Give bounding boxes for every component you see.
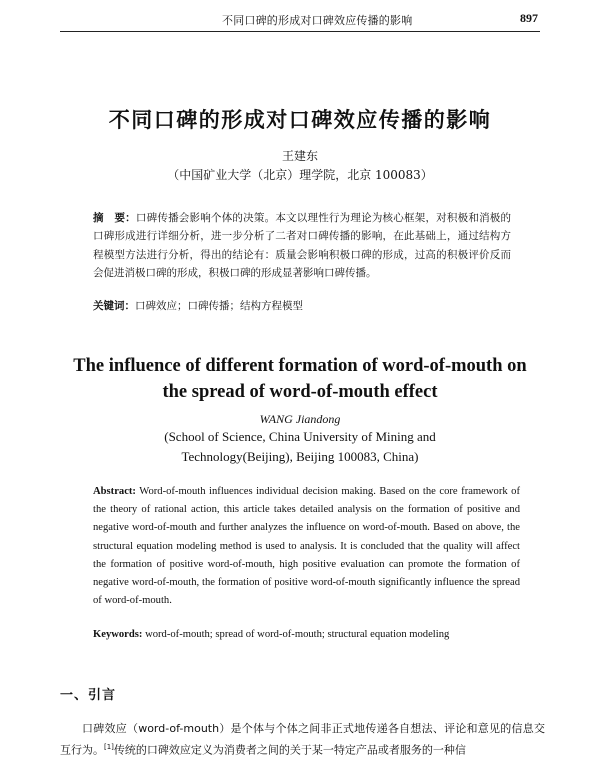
- english-affiliation-line2: Technology(Beijing), Beijing 100083, China): [181, 449, 419, 464]
- english-keywords: [93, 629, 520, 640]
- english-keywords-label: Keywords:: [93, 629, 143, 640]
- english-title-line2: the spread of word-of-mouth effect: [162, 382, 438, 402]
- english-keywords-text: word-of-mouth; spread of word-of-mouth; structural equation modeling: [142, 629, 450, 640]
- english-abstract-text: Word-of-mouth influences individual decision making. Based on the core framework of the theory of rational action, this article takes detailed analysis on the formation of positive and negative word-of-mouth and further analyzes the influence on word-of-mouth. Based on above, the structural equation modeling method is used to analysis. It is concluded that the quality will affect the formation of positive word-of-mouth, high positive evaluation can promote the formation of negative word-of-mouth, the formation of positive word-of-mouth significantly influence the spread of word-of-mouth.: [93, 486, 520, 607]
- chinese-affiliation: （中国矿业大学（北京）理学院，北京 100083）: [167, 168, 433, 182]
- citation-marker: [1]: [104, 743, 114, 751]
- page-number: 897: [520, 11, 538, 25]
- body-text-part1: 口碑效应（word-of-mouth）是个体与个体之间非正式地传递各自想法、评论和意见的信息交互行为。: [60, 722, 545, 757]
- english-abstract: [93, 483, 520, 610]
- header-rule: [60, 31, 540, 32]
- english-title-line1: The influence of different formation of word-of-mouth on: [73, 356, 527, 376]
- chinese-abstract: [93, 209, 511, 283]
- chinese-title: 不同口碑的形成对口碑效应传播的影响: [108, 107, 492, 132]
- section-heading: 一、引言: [60, 688, 117, 703]
- chinese-keywords-text: 口碑效应；口碑传播；结构方程模型: [135, 300, 303, 312]
- body-paragraph: [60, 719, 545, 760]
- running-header: [0, 0, 600, 32]
- chinese-abstract-label: 摘 要：: [93, 212, 136, 224]
- english-affiliation-line1: (School of Science, China University of Mining and: [164, 429, 436, 444]
- english-author: WANG Jiandong: [259, 412, 341, 426]
- english-abstract-label: Abstract:: [93, 486, 136, 497]
- chinese-keywords-label: 关键词：: [93, 300, 135, 312]
- running-title: 不同口碑的形成对口碑效应传播的影响: [222, 14, 413, 27]
- chinese-keywords: [93, 298, 511, 313]
- chinese-abstract-text: 口碑传播会影响个体的决策。本文以理性行为理论为核心框架，对积极和消极的口碑形成进行详细分析，进一步分析了二者对口碑传播的影响，在此基础上，通过结构方程模型方法进行分析，得出的结论有：质量会影响积极口碑的形成，过高的积极评价反而会促进消极口碑的形成，积极口碑的形成显著影响口碑传播。: [93, 212, 512, 280]
- chinese-author: 王建东: [281, 149, 318, 163]
- body-text-part2: 传统的口碑效应定义为消费者之间的关于某一特定产品或者服务的一种信: [113, 743, 466, 757]
